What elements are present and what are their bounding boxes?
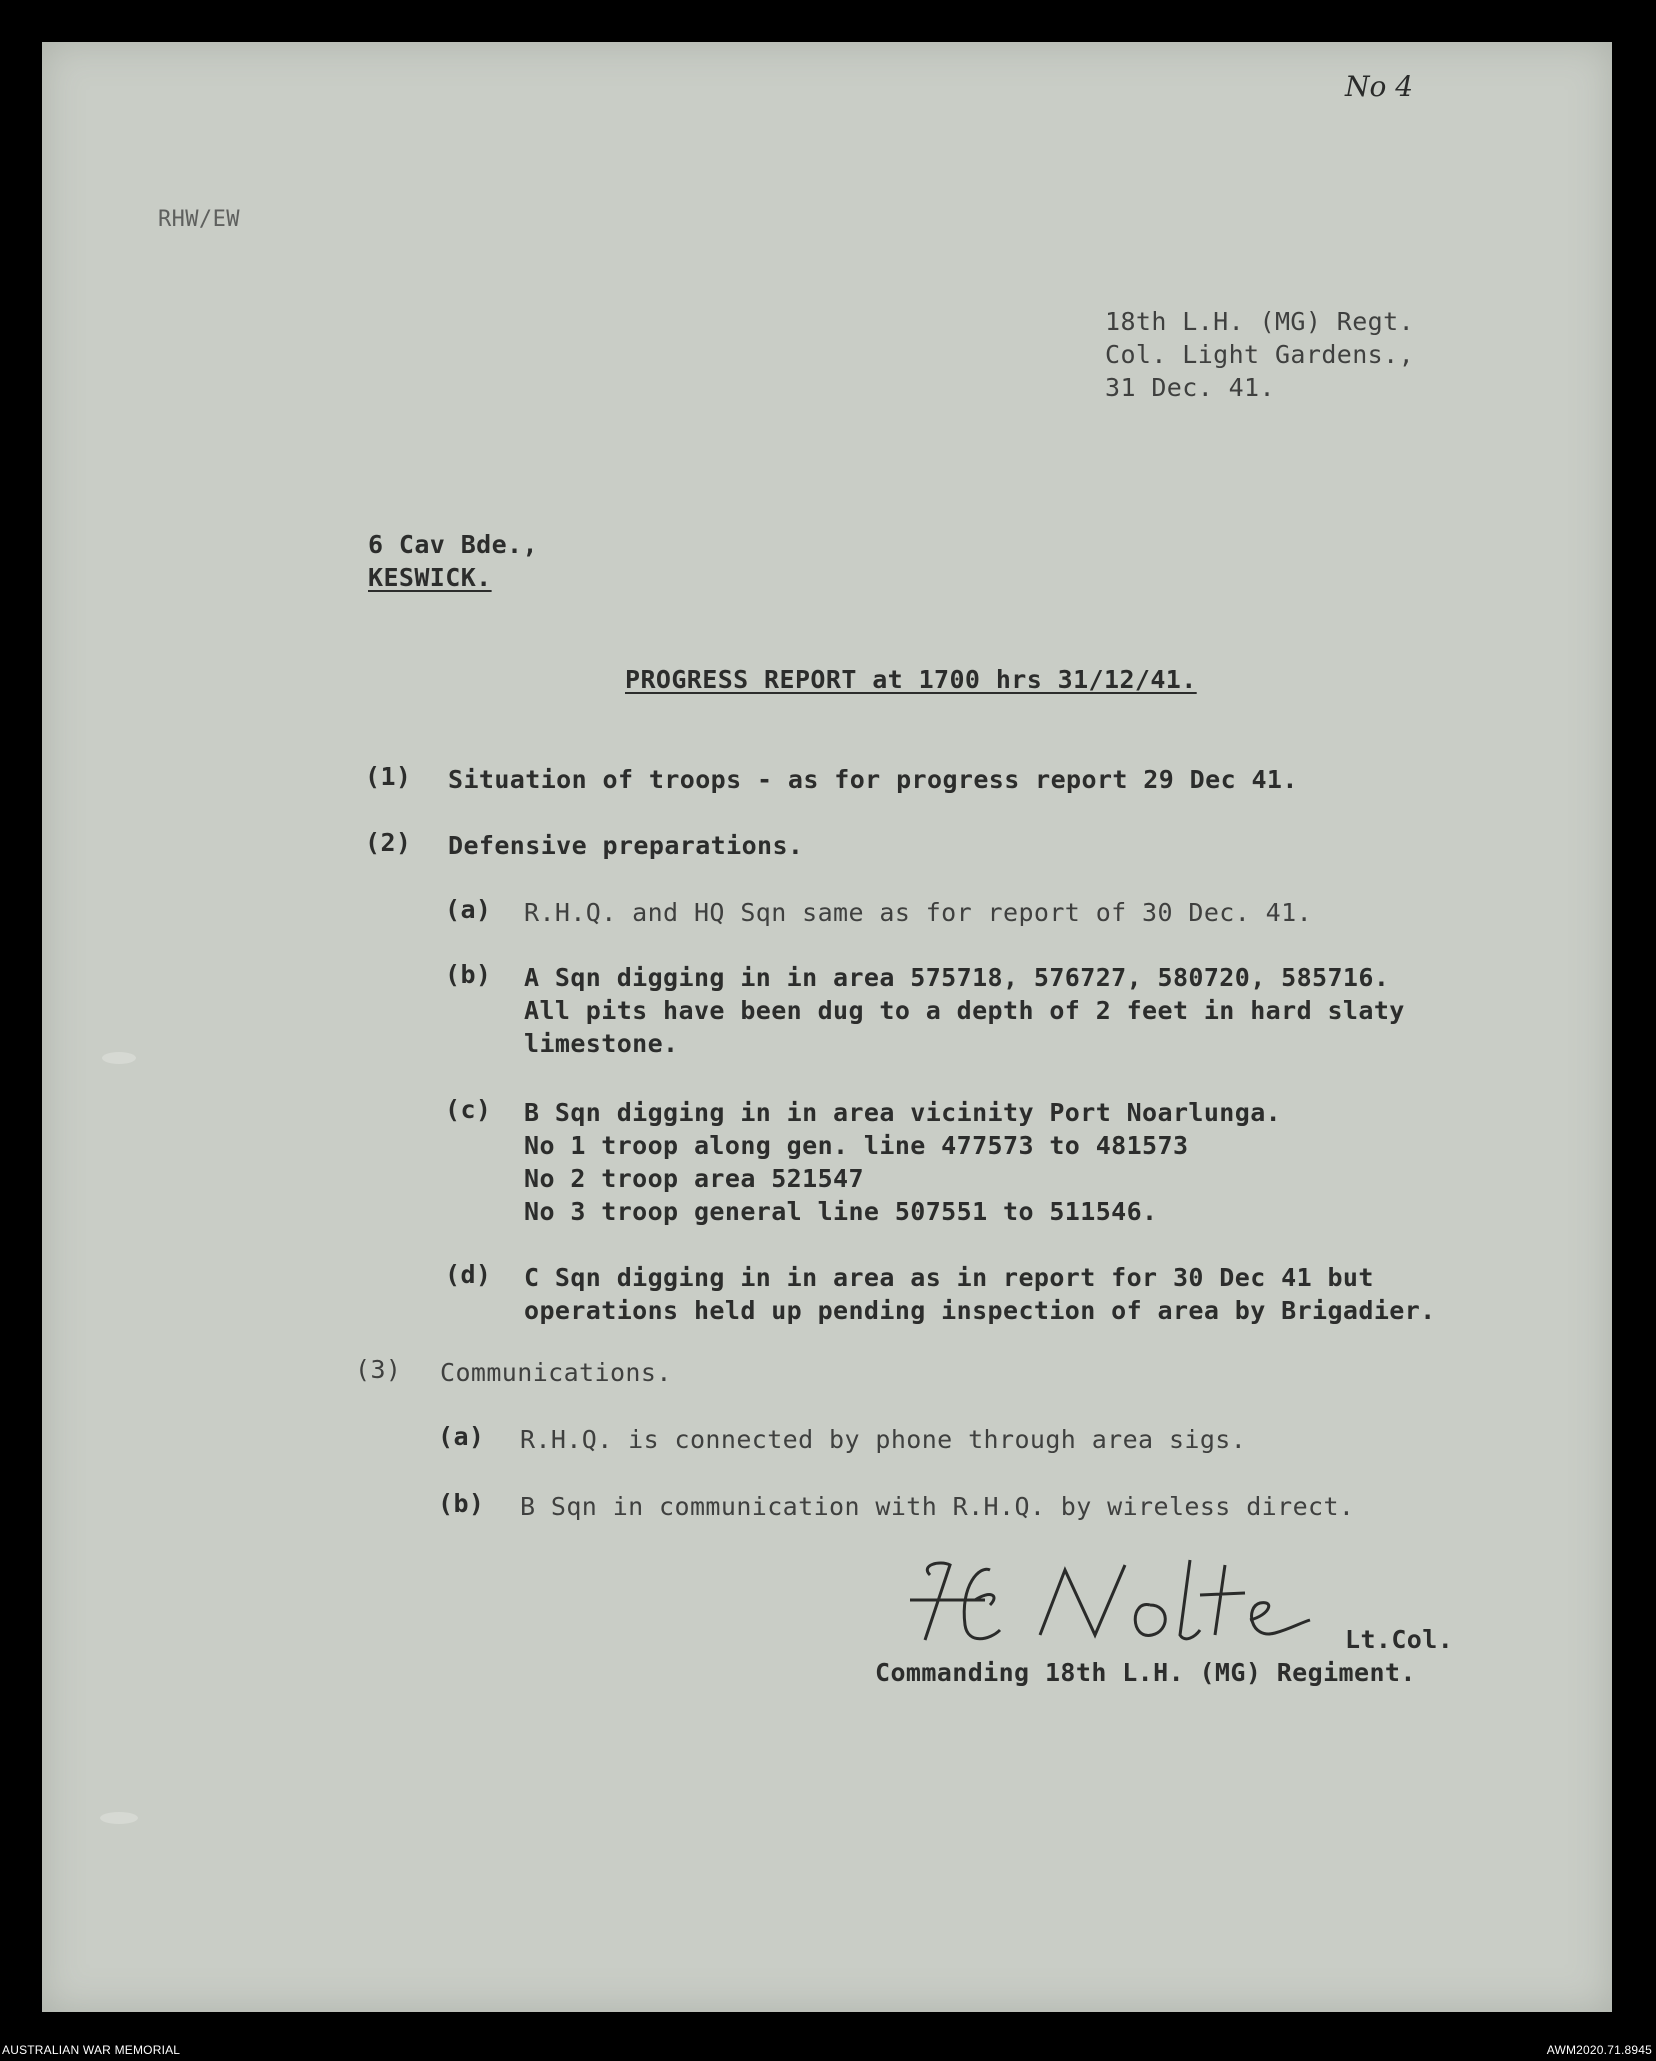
signatory-rank: Lt.Col. bbox=[1345, 1625, 1454, 1654]
item-line: No 3 troop general line 507551 to 511546. bbox=[524, 1197, 1158, 1226]
section-number: (2) bbox=[365, 828, 412, 857]
item-line: No 2 troop area 521547 bbox=[524, 1164, 864, 1193]
reference-code: RHW/EW bbox=[158, 207, 240, 232]
item-line: B Sqn in communication with R.H.Q. by wireless direct. bbox=[520, 1492, 1355, 1521]
addressee-line: KESWICK. bbox=[368, 563, 492, 592]
item-line: limestone. bbox=[524, 1029, 679, 1058]
sender-line: 31 Dec. 41. bbox=[1105, 373, 1275, 402]
item-line: No 1 troop along gen. line 477573 to 481573 bbox=[524, 1131, 1189, 1160]
item-line: R.H.Q. is connected by phone through area sigs. bbox=[520, 1425, 1247, 1454]
sender-line: 18th L.H. (MG) Regt. bbox=[1105, 307, 1415, 336]
section-text: Situation of troops - as for progress report 29 Dec 41. bbox=[448, 765, 1298, 794]
section-text: Communications. bbox=[440, 1358, 672, 1387]
section-text: Defensive preparations. bbox=[448, 831, 804, 860]
sender-line: Col. Light Gardens., bbox=[1105, 340, 1415, 369]
item-line: A Sqn digging in in area 575718, 576727, 580720, 585716. bbox=[524, 963, 1390, 992]
section-number: (1) bbox=[365, 762, 412, 791]
item-letter: (a) bbox=[438, 1422, 485, 1451]
handwritten-signature bbox=[890, 1545, 1360, 1655]
item-line: B Sqn digging in in area vicinity Port Noarlunga. bbox=[524, 1098, 1282, 1127]
signatory-title: Commanding 18th L.H. (MG) Regiment. bbox=[875, 1658, 1416, 1687]
item-letter: (a) bbox=[445, 895, 492, 924]
item-line: All pits have been dug to a depth of 2 feet in hard slaty bbox=[524, 996, 1405, 1025]
item-letter: (d) bbox=[445, 1260, 492, 1289]
item-letter: (b) bbox=[445, 960, 492, 989]
addressee-line: 6 Cav Bde., bbox=[368, 530, 538, 559]
footer-institution: AUSTRALIAN WAR MEMORIAL bbox=[2, 2043, 181, 2057]
item-line: R.H.Q. and HQ Sqn same as for report of 30 Dec. 41. bbox=[524, 898, 1313, 927]
footer-accession-number: AWM2020.71.8945 bbox=[1546, 2043, 1652, 2057]
item-letter: (b) bbox=[438, 1489, 485, 1518]
report-title: PROGRESS REPORT at 1700 hrs 31/12/41. bbox=[625, 665, 1197, 694]
page-number: No 4 bbox=[1345, 70, 1414, 103]
item-line: operations held up pending inspection of area by Brigadier. bbox=[524, 1296, 1436, 1325]
staple-hole-mark bbox=[102, 1052, 136, 1064]
item-line: C Sqn digging in in area as in report for 30 Dec 41 but bbox=[524, 1263, 1374, 1292]
item-letter: (c) bbox=[445, 1095, 492, 1124]
section-number: (3) bbox=[355, 1355, 402, 1384]
staple-hole-mark bbox=[100, 1812, 138, 1824]
